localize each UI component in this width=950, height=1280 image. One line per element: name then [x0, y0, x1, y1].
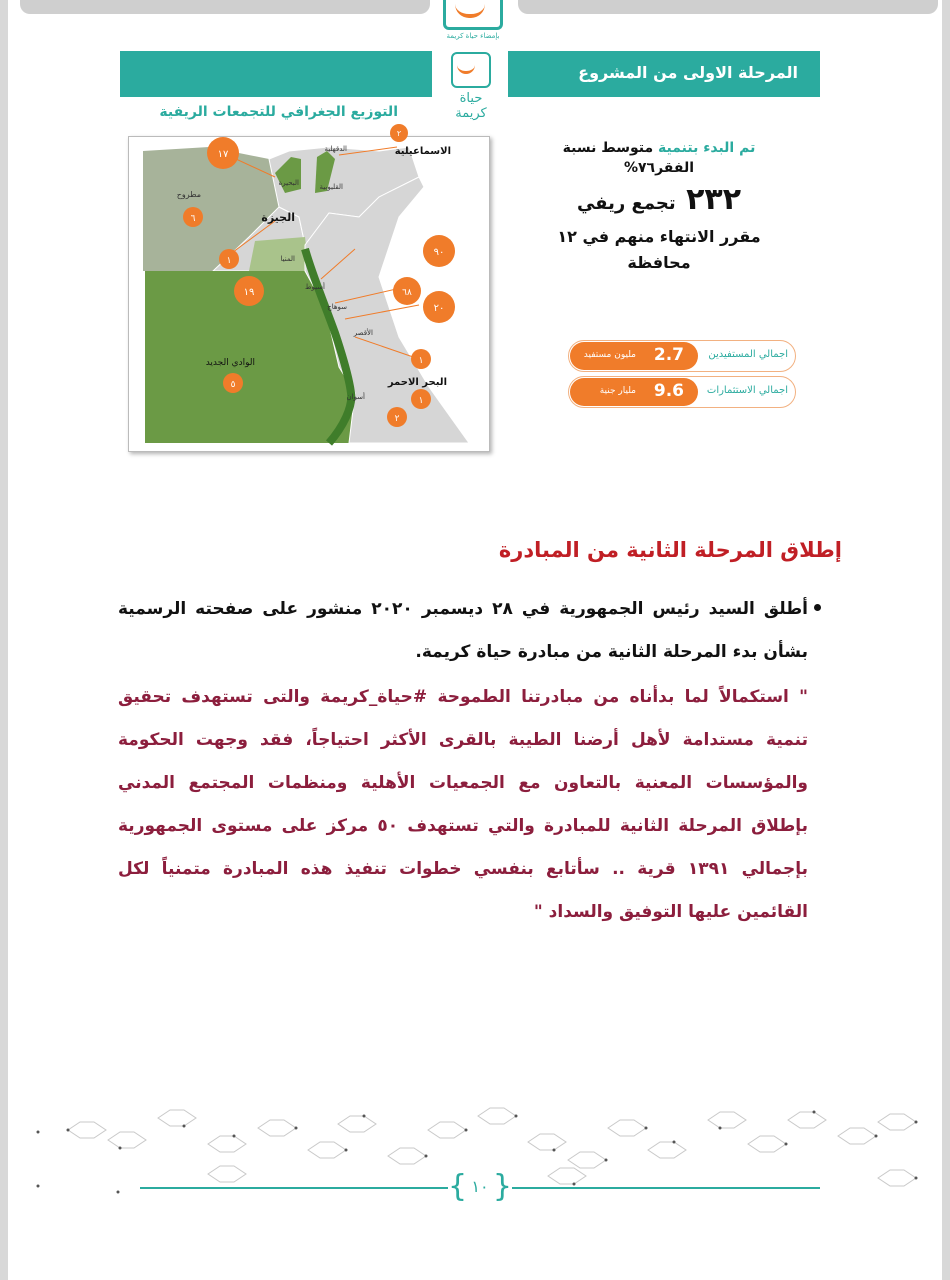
map-label-assiut: أسيوط: [304, 283, 325, 291]
rural-communities-count: ٢٣٢ تجمع ريفي: [576, 182, 742, 217]
map-label-sohag: سوهاج: [327, 303, 347, 311]
header-band-left: [120, 51, 432, 97]
svg-text:٩٠: ٩٠: [433, 247, 445, 258]
svg-text:١: ١: [418, 356, 424, 366]
beneficiaries-unit: مليون مستفيد: [583, 350, 636, 360]
svg-text:١٩: ١٩: [243, 287, 255, 298]
egypt-map: [128, 129, 490, 452]
brace-left-icon: {: [448, 1169, 468, 1204]
header-band-right: [508, 51, 820, 97]
svg-text:١٧: ١٧: [217, 149, 229, 160]
map-label-dakahlia: الدقهلية: [324, 145, 347, 153]
egypt-map-svg: [129, 129, 489, 451]
rural-communities-label: تجمع ريفي: [576, 193, 676, 214]
phase-one-stats: [528, 138, 790, 274]
average-rate-text: متوسط نسبة: [562, 140, 654, 156]
svg-text:٥: ٥: [230, 380, 236, 390]
hayah-karima-logo: [446, 52, 496, 126]
hayah-karima-logo-top: [440, 0, 506, 44]
map-label-qalyubia: القليوبية: [319, 183, 343, 191]
completion-line-2: محافظة: [627, 253, 691, 272]
poverty-rate-line: [528, 138, 790, 158]
development-started-text: تم البدء بتنمية: [658, 140, 756, 156]
bullet-icon: [814, 604, 821, 611]
top-decor-bar-left: [20, 0, 430, 14]
brace-right-icon: }: [492, 1169, 512, 1204]
president-quote: " استكمالاً لما بدأناه من مبادرتنا الطموحة #حياة_كريمة والتى تستهدف تحقيق تنمية مستدامة لأهل أرضنا الطيبة بالقرى الأكثر احتياجاً، فقد وجهت الحكومة والمؤسسات المعنية بالتعاون مع الجمعيات الأهلية ومنظمات المجتمع المدني بإطلاق المرحلة الثانية للمبادرة والتي تستهدف ٥٠ مركز على مستوى الجمهورية بإجمالي ١٣٩١ قرية .. سأتابع بنفسي خطوات تنفيذ هذه المبادرة متمنياً لكل القائمين عليها التوفيق والسداد ": [118, 687, 808, 922]
map-label-ismailia: الاسماعيلية: [394, 146, 451, 157]
investments-value: 9.6: [653, 381, 684, 401]
phase-two-heading: إطلاق المرحلة الثانية من المبادرة: [498, 538, 842, 562]
svg-text:٦: ٦: [190, 214, 196, 224]
logo-word-karima: كريمة: [455, 106, 487, 121]
phase-one-title: المرحلة الاولى من المشروع: [578, 63, 798, 82]
beneficiaries-label: اجمالي المستفيدين: [708, 349, 788, 360]
map-label-aswan: أسوان: [346, 393, 365, 401]
top-decor-bar-right: [518, 0, 938, 14]
announcement-paragraph: أطلق السيد رئيس الجمهورية في ٢٨ ديسمبر ٢٠٢٠ منشور على صفحته الرسمية بشأن بدء المرحلة الثانية من مبادرة حياة كريمة.: [118, 599, 808, 662]
poverty-percent: الفقر٧٦%: [623, 160, 695, 176]
completion-line-1: مقرر الانتهاء منهم في ١٢: [557, 227, 761, 246]
map-label-red-sea: البحر الاحمر: [387, 377, 447, 388]
svg-text:٢: ٢: [394, 414, 400, 424]
investments-label: اجمالي الاستثمارات: [706, 385, 788, 396]
logo-caption: بإمضاء حياة كريمة: [446, 32, 500, 40]
svg-text:٢٠: ٢٠: [433, 303, 445, 314]
page-number: { ١٠ }: [448, 1169, 512, 1204]
document-page: [8, 0, 942, 1280]
svg-text:٢: ٢: [396, 129, 402, 138]
map-title: التوزيع الجغرافي للتجمعات الريفية: [159, 104, 398, 120]
page-footer: [8, 1100, 942, 1210]
investments-unit: مليار جنية: [599, 386, 636, 396]
map-label-new-valley: الوادي الجديد: [205, 358, 255, 368]
map-label-giza: الجيزة: [261, 211, 295, 224]
map-label-beheira: البحيرة: [278, 179, 299, 187]
map-label-luxor: الأقصر: [353, 329, 373, 337]
svg-text:٦٨: ٦٨: [402, 288, 412, 298]
logo-word-hayah: حياة: [459, 91, 483, 106]
map-label-minya: المنيا: [280, 255, 295, 263]
beneficiaries-value: 2.7: [653, 345, 684, 365]
map-region-minya: [249, 237, 309, 271]
svg-text:١: ١: [226, 256, 232, 266]
map-label-matrouh: مطروح: [176, 190, 201, 199]
beneficiaries-pill: [568, 340, 796, 372]
investments-pill: [568, 376, 796, 408]
svg-text:١: ١: [418, 396, 424, 406]
